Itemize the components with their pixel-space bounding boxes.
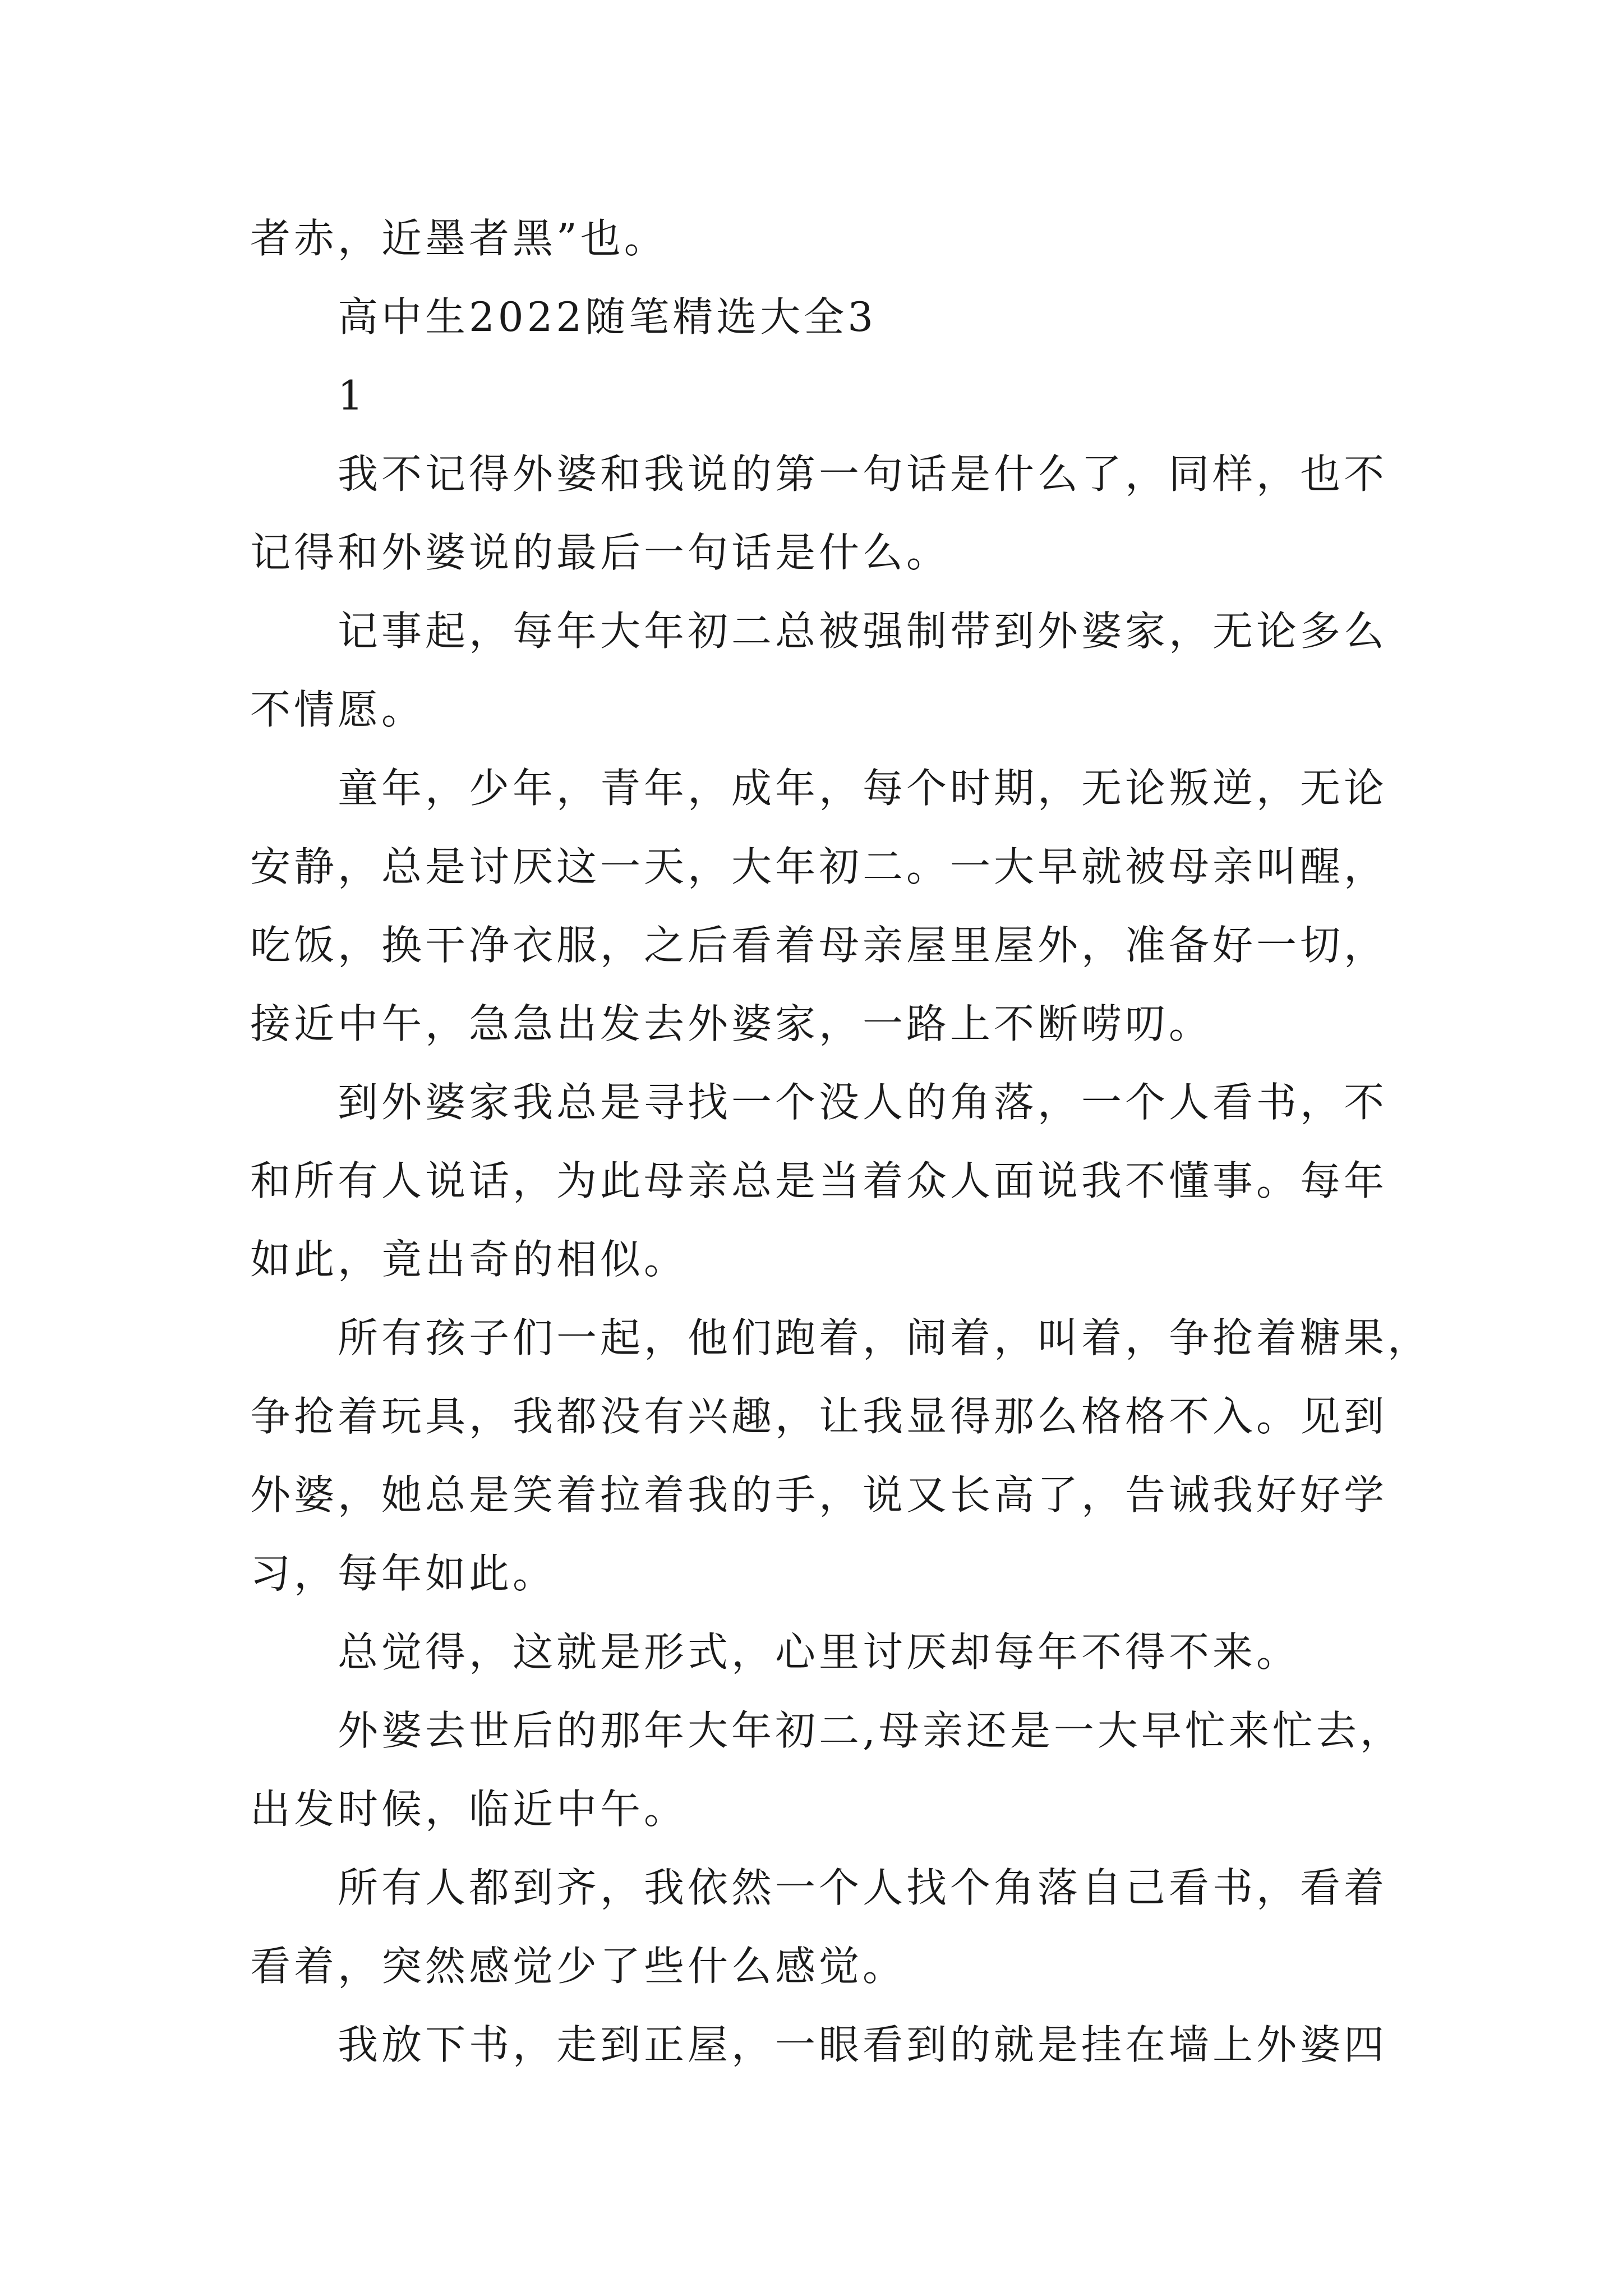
text-line: 和所有人说话，为此母亲总是当着众人面说我不懂事。每年	[250, 1157, 1388, 1204]
text-line: 接近中午，急急出发去外婆家，一路上不断唠叨。	[250, 1000, 1213, 1047]
text-line: 记事起，每年大年初二总被强制带到外婆家，无论多么	[338, 608, 1388, 655]
section-number: 1	[338, 372, 367, 419]
text-line: 看着，突然感觉少了些什么感觉。	[250, 1943, 907, 1990]
text-line: 安静，总是讨厌这一天，大年初二。一大早就被母亲叫醒，	[250, 843, 1388, 890]
text-line: 出发时候，临近中午。	[250, 1786, 688, 1833]
section-title: 高中生2022随笔精选大全3	[338, 293, 877, 341]
text-line: 我放下书，走到正屋，一眼看到的就是挂在墙上外婆四	[338, 2021, 1388, 2068]
text-line: 到外婆家我总是寻找一个没人的角落，一个人看书，不	[338, 1079, 1388, 1126]
text-line: 记得和外婆说的最后一句话是什么。	[250, 529, 951, 576]
text-line: 者赤，近墨者黑”也。	[250, 215, 668, 262]
text-line: 外婆，她总是笑着拉着我的手，说又长高了，告诫我好好学	[250, 1471, 1388, 1519]
text-line: 所有人都到齐，我依然一个人找个角落自己看书，看着	[338, 1864, 1388, 1911]
text-line: 如此，竟出奇的相似。	[250, 1236, 688, 1283]
text-line: 所有孩子们一起，他们跑着，闹着，叫着，争抢着糖果，	[338, 1314, 1432, 1361]
text-line: 童年，少年，青年，成年，每个时期，无论叛逆，无论	[338, 765, 1388, 812]
text-line: 外婆去世后的那年大年初二,母亲还是一大早忙来忙去，	[338, 1707, 1404, 1754]
text-line: 习，每年如此。	[250, 1550, 557, 1597]
document-body	[250, 199, 1432, 2084]
text-line: 争抢着玩具，我都没有兴趣，让我显得那么格格不入。见到	[250, 1393, 1388, 1440]
text-line: 总觉得，这就是形式，心里讨厌却每年不得不来。	[338, 1628, 1301, 1676]
text-line: 我不记得外婆和我说的第一句话是什么了，同样，也不	[338, 450, 1388, 498]
text-line: 吃饭，换干净衣服，之后看着母亲屋里屋外，准备好一切，	[250, 922, 1388, 969]
text-line: 不情愿。	[250, 686, 426, 733]
